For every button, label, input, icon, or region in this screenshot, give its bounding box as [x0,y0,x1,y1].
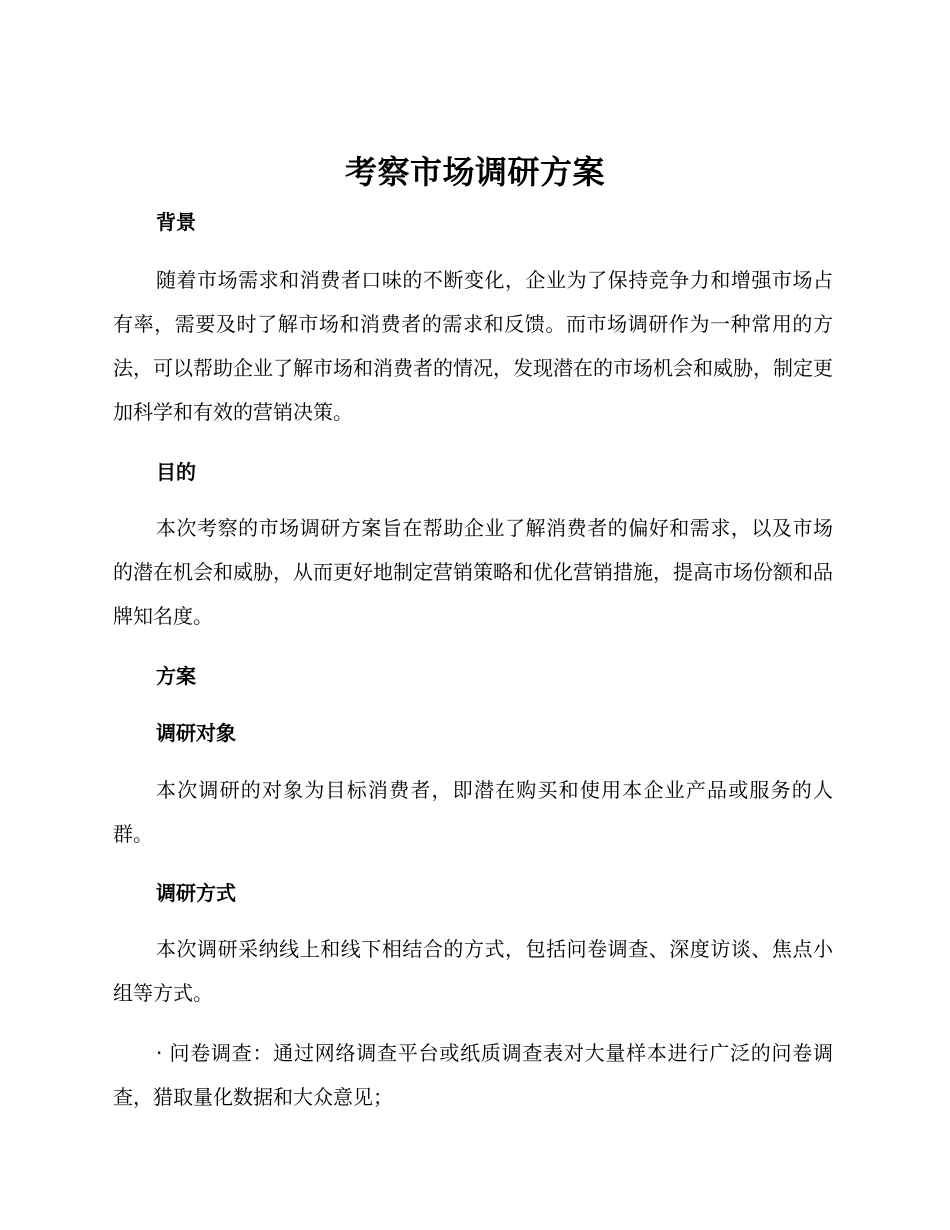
paragraph-target: 本次调研的对象为目标消费者，即潜在购买和使用本企业产品或服务的人群。 [113,778,833,846]
section-heading-plan: 方案 [156,664,196,688]
section-heading-method: 调研方式 [156,881,236,905]
document-title: 考察市场调研方案 [344,153,605,191]
section-heading-purpose: 目的 [156,460,196,484]
section-heading-background: 背景 [156,210,196,234]
bullet-item-questionnaire: · 问卷调查：通过网络调查平台或纸质调查表对大量样本进行广泛的问卷调查，猎取量化数据和大众意见； [113,1041,833,1109]
section-heading-target: 调研对象 [156,721,236,745]
paragraph-method: 本次调研采纳线上和线下相结合的方式，包括问卷调查、深度访谈、焦点小组等方式。 [113,937,833,1005]
paragraph-background: 随着市场需求和消费者口味的不断变化，企业为了保持竞争力和增强市场占有率，需要及时了解市场和消费者的需求和反馈。而市场调研作为一种常用的方法，可以帮助企业了解市场和消费者的情况，发现潜在的市场机会和威胁，制定更加科学和有效的营销决策。 [113,268,833,424]
paragraph-purpose: 本次考察的市场调研方案旨在帮助企业了解消费者的偏好和需求，以及市场的潜在机会和威胁，从而更好地制定营销策略和优化营销措施，提高市场份额和品牌知名度。 [113,516,833,628]
